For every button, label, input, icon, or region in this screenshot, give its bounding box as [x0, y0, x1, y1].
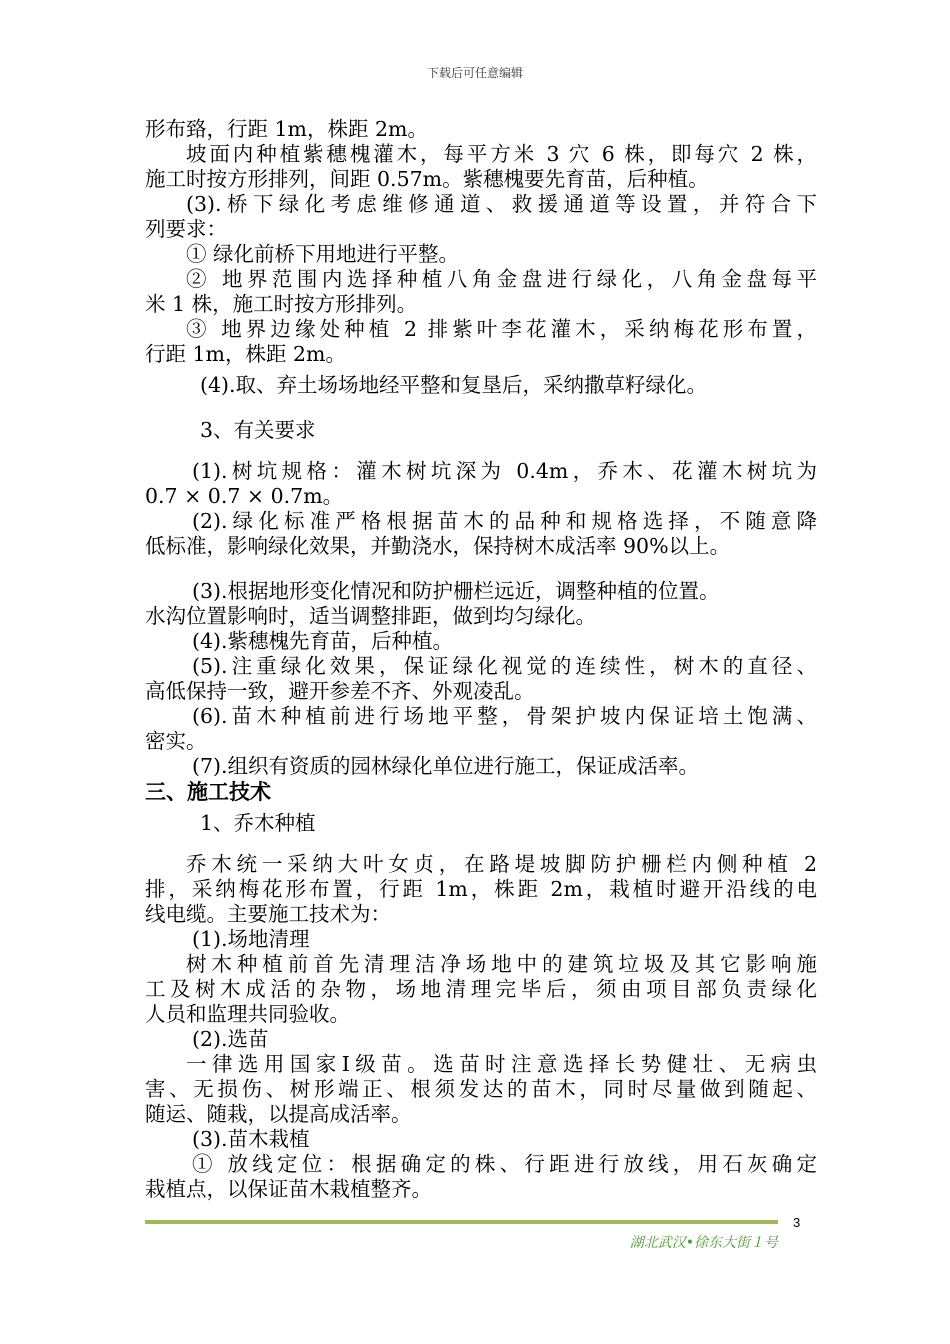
text-line: (3).桥下绿化考虑维修通道、救援通道等设置，并符合下 — [186, 192, 817, 216]
text-line: 0.7 × 0.7 × 0.7m。 — [145, 484, 344, 508]
text-line: (4).紫穗槐先育苗，后种植。 — [192, 629, 454, 653]
footer-rule — [145, 1220, 778, 1224]
text-line: ③ 地界边缘处种植 2 排紫叶李花灌木，采纳梅花形布置， — [186, 317, 817, 341]
text-line: 随运、随栽，以提高成活率。 — [145, 1102, 412, 1126]
text-line: 害、无损伤、树形端正、根须发达的苗木，同时尽量做到随起、 — [145, 1077, 817, 1101]
text-line: (5).注重绿化效果，保证绿化视觉的连续性，树木的直径、 — [192, 654, 817, 678]
text-line: (1).树坑规格：灌木树坑深为 0.4m，乔木、花灌木树坑为 — [192, 459, 817, 483]
text-line: (3).根据地形变化情况和防护栅栏远近，调整种植的位置。 — [192, 579, 720, 603]
text-line: (1).场地清理 — [192, 927, 310, 951]
text-line: ② 地界范围内选择种植八角金盘进行绿化，八角金盘每平 — [186, 267, 817, 291]
page-number: 3 — [793, 1215, 801, 1230]
text-line: 低标准，影响绿化效果，并勤浇水，保持树木成活率 90%以上。 — [145, 534, 731, 558]
text-line: ① 放线定位：根据确定的株、行距进行放线，用石灰确定 — [192, 1152, 817, 1176]
text-line: (6).苗木种植前进行场地平整，骨架护坡内保证培土饱满、 — [192, 704, 817, 728]
page-header: 下载后可任意编辑 — [426, 66, 523, 80]
section-heading: 三、施工技术 — [145, 780, 271, 804]
section-subheading: 3、有关要求 — [200, 418, 316, 442]
text-line: 米 1 株，施工时按方形排列。 — [145, 292, 418, 316]
text-line: 乔木统一采纳大叶女贞，在路堤坡脚防护栅栏内侧种植 2 — [186, 852, 817, 876]
text-line: 高低保持一致，避开参差不齐、外观凌乱。 — [145, 679, 535, 703]
text-line: 人员和监理共同验收。 — [145, 1002, 350, 1026]
text-line: (7).组织有资质的园林绿化单位进行施工，保证成活率。 — [192, 754, 700, 778]
text-line: 施工时按方形排列，间距 0.57m。紫穗槐要先育苗，后种植。 — [145, 167, 709, 191]
text-line: 线电缆。主要施工技术为： — [145, 902, 391, 926]
text-line: 工及树木成活的杂物，场地清理完毕后，须由项目部负责绿化 — [145, 977, 817, 1001]
text-line: 排，采纳梅花形布置，行距 1m，株距 2m，栽植时避开沿线的电 — [145, 877, 817, 901]
text-line: (2).选苗 — [192, 1027, 269, 1051]
text-line: 列要求： — [145, 217, 227, 241]
text-line: (2).绿化标准严格根据苗木的品种和规格选择，不随意降 — [192, 509, 817, 533]
footer-address: 湖北武汉•徐东大街１号 — [629, 1235, 778, 1251]
text-line: 树木种植前首先清理洁净场地中的建筑垃圾及其它影响施 — [186, 952, 817, 976]
text-line: 栽植点，以保证苗木栽植整齐。 — [145, 1177, 432, 1201]
document-body — [145, 117, 817, 1202]
text-line: ① 绿化前桥下用地进行平整。 — [186, 242, 460, 266]
section-subheading: 1、乔木种植 — [200, 811, 316, 835]
text-line: (4).取、弃土场场地经平整和复垦后，采纳撒草籽绿化。 — [200, 373, 708, 397]
text-line: 一律选用国家Ⅰ级苗。选苗时注意选择长势健壮、无病虫 — [186, 1052, 817, 1076]
text-line: (3).苗木栽植 — [192, 1127, 310, 1151]
text-line: 水沟位置影响时，适当调整排距，做到均匀绿化。 — [145, 604, 596, 628]
text-line: 坡面内种植紫穗槐灌木，每平方米 3 穴 6 株，即每穴 2 株， — [186, 142, 817, 166]
text-line: 行距 1m，株距 2m。 — [145, 342, 346, 366]
text-line: 密实。 — [145, 729, 207, 753]
text-line: 形布臵，行距 1m，株距 2m。 — [145, 117, 428, 141]
